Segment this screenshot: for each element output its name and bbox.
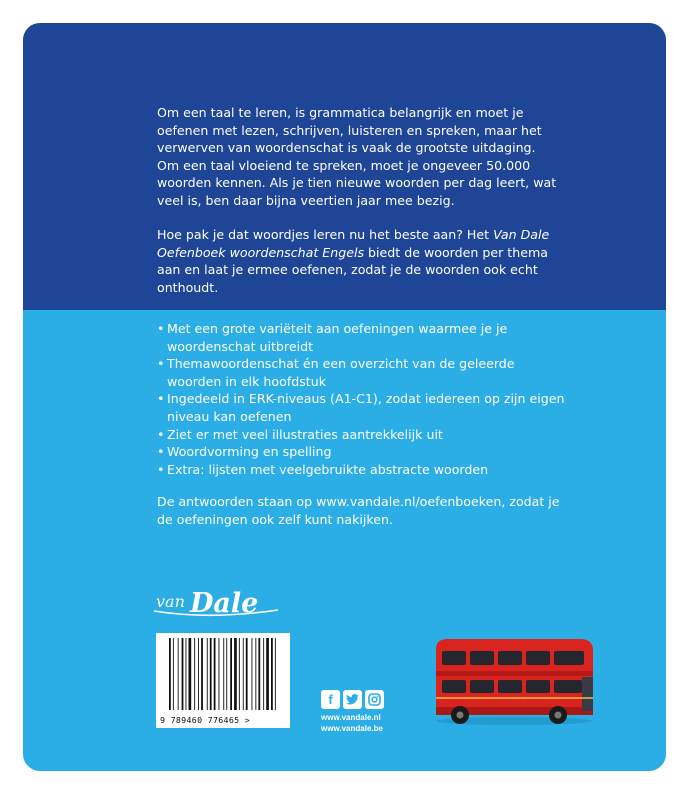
website-urls	[321, 712, 383, 734]
facebook-glyph: f	[328, 692, 333, 707]
intro-text-2	[157, 226, 557, 296]
feature-item: • Met een grote variëteit aan oefeningen waarmee je je woordenschat uitbreidt	[157, 320, 567, 355]
barcode	[156, 633, 290, 728]
feature-item: • Extra: lijsten met veelgebruikte abstracte woorden	[157, 461, 567, 479]
intro-text-2-end: biedt de woorden per thema aan en laat je ermee oefenen, zodat je de woorden ook echt onthoudt.	[157, 244, 548, 295]
intro-paragraph-1	[157, 104, 557, 210]
answers-note: De antwoorden staan op www.vandale.nl/oefenboeken, zodat je de oefeningen ook zelf kunt nakijken.	[157, 494, 560, 527]
feature-item: • Woordvorming en spelling	[157, 443, 567, 461]
url-nl[interactable]: www.vandale.nl	[321, 713, 381, 722]
barcode-number: 9 789460 776465 >	[160, 715, 251, 725]
twitter-bird	[346, 694, 359, 705]
instagram-camera	[368, 693, 381, 706]
url-be[interactable]: www.vandale.be	[321, 724, 383, 733]
barcode-bars	[161, 638, 285, 710]
logo-van: van	[156, 592, 185, 611]
feature-item: • Themawoordenschat én een overzicht van de geleerde woorden in elk hoofdstuk	[157, 355, 567, 390]
instagram-icon[interactable]	[365, 690, 384, 709]
social-icons	[321, 690, 384, 709]
red-double-decker-bus-image	[430, 635, 598, 727]
facebook-icon[interactable]	[321, 690, 340, 709]
intro-text-2-start: Hoe pak je dat woordjes leren nu het beste aan? Het	[157, 227, 494, 242]
feature-list	[157, 320, 567, 478]
twitter-icon[interactable]	[343, 690, 362, 709]
feature-item: • Ingedeeld in ERK-niveaus (A1-C1), zodat iedereen op zijn eigen niveau kan oefenen	[157, 390, 567, 425]
intro-text-1: Om een taal te leren, is grammatica belangrijk en moet je oefenen met lezen, schrijven, luisteren en spreken, maar het verwerven van woordenschat is vaak de grootste uitdaging. Om een taal vloeiend te spreken, moet je ongeveer 50.000 woorden kennen. Als je tien nieuwe woorden per dag leert, wat veel is, ben daar bijna veertien jaar mee bezig.	[157, 105, 557, 208]
intro-paragraph-2	[157, 226, 557, 296]
logo-dale: Dale	[190, 588, 259, 619]
van-dale-logo	[150, 580, 290, 624]
book-title-italic: Van Dale Oefenboek woordenschat Engels	[157, 227, 550, 260]
feature-item: • Ziet er met veel illustraties aantrekkelijk uit	[157, 426, 567, 444]
book-back-cover	[23, 23, 666, 771]
